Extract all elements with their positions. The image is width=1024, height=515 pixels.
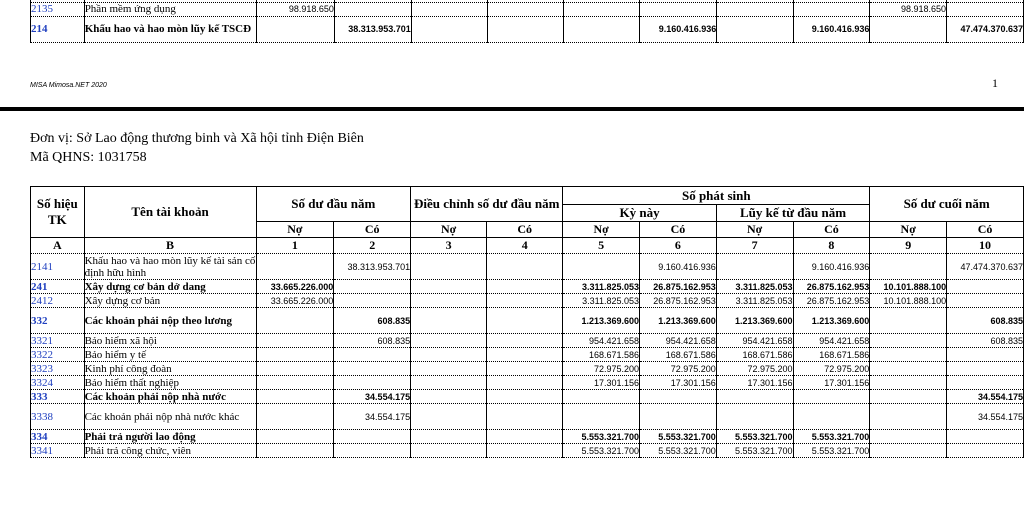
amount-cell [870, 430, 947, 444]
amount-cell [411, 348, 487, 362]
amount-cell [870, 444, 947, 458]
account-name: Bảo hiểm xã hội [84, 334, 256, 348]
previous-page-table-fragment [30, 0, 1024, 43]
table-row [31, 16, 1024, 42]
amount-cell: 608.835 [947, 334, 1024, 348]
amount-cell [947, 2, 1024, 16]
column-index-letter: B [84, 238, 256, 254]
amount-cell [793, 390, 870, 404]
amount-cell [870, 362, 947, 376]
amount-cell: 5.553.321.700 [793, 430, 870, 444]
amount-cell [487, 430, 563, 444]
amount-cell [411, 280, 487, 294]
amount-cell [334, 294, 411, 308]
amount-cell: 33.665.226.000 [256, 294, 334, 308]
amount-cell [256, 254, 334, 280]
amount-cell [870, 404, 947, 430]
amount-cell: 47.474.370.637 [947, 16, 1024, 42]
account-name: Phần mềm ứng dụng [84, 2, 257, 16]
amount-cell [487, 390, 563, 404]
table-row [31, 348, 1024, 362]
account-name: Bảo hiểm thất nghiệp [84, 376, 256, 390]
header-this-period: Kỳ này [563, 205, 717, 222]
account-name: Các khoản phải nộp nhà nước khác [84, 404, 256, 430]
account-code[interactable]: 241 [31, 280, 85, 294]
amount-cell [870, 334, 947, 348]
amount-cell [716, 404, 793, 430]
amount-cell: 34.554.175 [947, 390, 1024, 404]
header-debit: Nợ [716, 222, 793, 238]
amount-cell [411, 376, 487, 390]
table-row [31, 334, 1024, 348]
amount-cell [793, 404, 870, 430]
column-index-number: 7 [716, 238, 793, 254]
amount-cell [487, 376, 563, 390]
amount-cell [411, 2, 487, 16]
amount-cell [563, 404, 640, 430]
amount-cell: 9.160.416.936 [793, 254, 870, 280]
header-credit: Có [334, 222, 411, 238]
amount-cell: 72.975.200 [793, 362, 870, 376]
header-arising: Số phát sinh [563, 187, 870, 205]
amount-cell [256, 444, 334, 458]
table-row [31, 444, 1024, 458]
amount-cell [334, 430, 411, 444]
account-name: Các khoản phải nộp theo lương [84, 308, 256, 334]
amount-cell: 34.554.175 [334, 404, 411, 430]
amount-cell: 3.311.825.053 [716, 294, 793, 308]
amount-cell: 10.101.888.100 [870, 280, 947, 294]
amount-cell: 26.875.162.953 [793, 294, 870, 308]
amount-cell [870, 390, 947, 404]
account-code[interactable]: 3321 [31, 334, 85, 348]
amount-cell: 954.421.658 [563, 334, 640, 348]
amount-cell [487, 444, 563, 458]
table-row [31, 404, 1024, 430]
header-debit: Nợ [563, 222, 640, 238]
amount-cell [411, 444, 487, 458]
amount-cell [487, 308, 563, 334]
header-credit: Có [487, 222, 563, 238]
account-code[interactable]: 3323 [31, 362, 85, 376]
amount-cell: 168.671.586 [793, 348, 870, 362]
amount-cell: 608.835 [334, 308, 411, 334]
amount-cell: 34.554.175 [947, 404, 1024, 430]
amount-cell: 17.301.156 [563, 376, 640, 390]
amount-cell: 38.313.953.701 [334, 254, 411, 280]
amount-cell [256, 348, 334, 362]
table-row [31, 254, 1024, 280]
amount-cell [334, 280, 411, 294]
amount-cell [411, 334, 487, 348]
amount-cell: 5.553.321.700 [716, 444, 793, 458]
amount-cell [487, 294, 563, 308]
amount-cell: 3.311.825.053 [563, 294, 640, 308]
table-row [31, 2, 1024, 16]
amount-cell [870, 376, 947, 390]
amount-cell [256, 334, 334, 348]
amount-cell [947, 430, 1024, 444]
column-index-letter: A [31, 238, 85, 254]
amount-cell: 608.835 [947, 308, 1024, 334]
table-row [31, 362, 1024, 376]
amount-cell [947, 348, 1024, 362]
column-index-number: 9 [870, 238, 947, 254]
header-debit: Nợ [256, 222, 334, 238]
account-name: Khấu hao và hao mòn lũy kế tài sản cố định hữu hình [84, 254, 256, 279]
amount-cell [487, 348, 563, 362]
amount-cell: 1.213.369.600 [563, 308, 640, 334]
amount-cell: 1.213.369.600 [793, 308, 870, 334]
page-number: 1 [992, 76, 998, 90]
amount-cell [564, 2, 640, 16]
amount-cell: 10.101.888.100 [870, 294, 947, 308]
amount-cell: 608.835 [334, 334, 411, 348]
amount-cell [256, 376, 334, 390]
amount-cell [411, 16, 487, 42]
amount-cell [640, 390, 717, 404]
amount-cell [488, 2, 564, 16]
account-name: Khấu hao và hao mòn lũy kế TSCĐ [84, 16, 257, 42]
amount-cell [411, 430, 487, 444]
amount-cell: 72.975.200 [640, 362, 717, 376]
amount-cell: 5.553.321.700 [563, 430, 640, 444]
account-name: Xây dựng cơ bản [84, 294, 256, 308]
amount-cell [487, 254, 563, 280]
amount-cell [870, 348, 947, 362]
header-closing: Số dư cuối năm [870, 187, 1024, 222]
amount-cell [411, 254, 487, 280]
column-index-number: 6 [640, 238, 717, 254]
account-name: Xây dựng cơ bản dở dang [84, 280, 256, 294]
header-debit: Nợ [411, 222, 487, 238]
table-row [31, 280, 1024, 294]
table-row [31, 376, 1024, 390]
amount-cell: 9.160.416.936 [640, 16, 717, 42]
account-code[interactable]: 332 [31, 308, 85, 334]
amount-cell: 72.975.200 [563, 362, 640, 376]
column-index-number: 10 [947, 238, 1024, 254]
amount-cell: 3.311.825.053 [716, 280, 793, 294]
amount-cell [411, 308, 487, 334]
account-code[interactable]: 2141 [31, 254, 85, 280]
column-index-number: 5 [563, 238, 640, 254]
amount-cell [947, 294, 1024, 308]
amount-cell: 26.875.162.953 [793, 280, 870, 294]
amount-cell: 5.553.321.700 [640, 444, 717, 458]
amount-cell [717, 16, 793, 42]
amount-cell [487, 362, 563, 376]
amount-cell [411, 362, 487, 376]
header-account-name: Tên tài khoản [84, 187, 256, 238]
account-name: Phải trả công chức, viên [84, 444, 256, 458]
amount-cell: 98.918.650 [257, 2, 335, 16]
amount-cell [947, 376, 1024, 390]
account-code[interactable]: 3322 [31, 348, 85, 362]
amount-cell [256, 362, 334, 376]
amount-cell: 26.875.162.953 [640, 294, 717, 308]
amount-cell [716, 390, 793, 404]
account-code[interactable]: 214 [31, 16, 85, 42]
amount-cell [640, 404, 717, 430]
header-credit: Có [947, 222, 1024, 238]
amount-cell: 47.474.370.637 [947, 254, 1024, 280]
amount-cell [334, 348, 411, 362]
page-break-line [0, 107, 1024, 111]
amount-cell [717, 2, 793, 16]
column-index-number: 8 [793, 238, 870, 254]
amount-cell [257, 16, 335, 42]
account-code[interactable]: 333 [31, 390, 85, 404]
amount-cell [716, 254, 793, 280]
amount-cell [947, 280, 1024, 294]
amount-cell [947, 444, 1024, 458]
header-adjust: Điều chỉnh số dư đầu năm [411, 187, 563, 222]
amount-cell [793, 2, 870, 16]
header-account-code: Số hiệu TK [31, 187, 85, 238]
amount-cell [256, 308, 334, 334]
amount-cell: 38.313.953.701 [334, 16, 411, 42]
amount-cell: 9.160.416.936 [793, 16, 870, 42]
amount-cell: 168.671.586 [563, 348, 640, 362]
software-footer: MISA Mimosa.NET 2020 [30, 82, 107, 89]
qhns-line: Mã QHNS: 1031758 [30, 150, 147, 165]
amount-cell: 5.553.321.700 [640, 430, 717, 444]
balance-table [30, 186, 1024, 458]
account-name: Bảo hiểm y tế [84, 348, 256, 362]
header-ytd: Lũy kế từ đầu năm [716, 205, 870, 222]
amount-cell [411, 294, 487, 308]
amount-cell: 5.553.321.700 [793, 444, 870, 458]
amount-cell [334, 362, 411, 376]
account-code[interactable]: 3341 [31, 444, 85, 458]
account-code[interactable]: 3338 [31, 404, 85, 430]
amount-cell: 34.554.175 [334, 390, 411, 404]
column-index-number: 2 [334, 238, 411, 254]
amount-cell: 72.975.200 [716, 362, 793, 376]
table-row [31, 430, 1024, 444]
header-credit: Có [793, 222, 870, 238]
amount-cell: 3.311.825.053 [563, 280, 640, 294]
account-code[interactable]: 2135 [31, 2, 85, 16]
amount-cell [640, 2, 717, 16]
amount-cell: 168.671.586 [640, 348, 717, 362]
account-code[interactable]: 2412 [31, 294, 85, 308]
column-index-number: 3 [411, 238, 487, 254]
unit-line: Đơn vị: Sở Lao động thương binh và Xã hội tỉnh Điện Biên [30, 131, 364, 146]
amount-cell [487, 404, 563, 430]
column-index-number: 1 [256, 238, 334, 254]
amount-cell [487, 280, 563, 294]
amount-cell [563, 390, 640, 404]
amount-cell: 954.421.658 [793, 334, 870, 348]
amount-cell [870, 308, 947, 334]
amount-cell: 5.553.321.700 [563, 444, 640, 458]
amount-cell [256, 390, 334, 404]
amount-cell: 33.665.226.000 [256, 280, 334, 294]
amount-cell [256, 404, 334, 430]
account-name: Phải trả người lao động [84, 430, 256, 444]
amount-cell: 954.421.658 [716, 334, 793, 348]
amount-cell [870, 254, 947, 280]
amount-cell: 1.213.369.600 [716, 308, 793, 334]
amount-cell: 98.918.650 [870, 2, 947, 16]
account-code[interactable]: 334 [31, 430, 85, 444]
amount-cell: 168.671.586 [716, 348, 793, 362]
account-code[interactable]: 3324 [31, 376, 85, 390]
amount-cell [563, 254, 640, 280]
header-opening: Số dư đầu năm [256, 187, 411, 222]
amount-cell [256, 430, 334, 444]
amount-cell [411, 390, 487, 404]
table-row [31, 308, 1024, 334]
amount-cell: 17.301.156 [716, 376, 793, 390]
amount-cell [870, 16, 947, 42]
amount-cell: 5.553.321.700 [716, 430, 793, 444]
amount-cell [334, 444, 411, 458]
column-index-number: 4 [487, 238, 563, 254]
amount-cell [411, 404, 487, 430]
table-row [31, 294, 1024, 308]
table-row [31, 390, 1024, 404]
amount-cell: 9.160.416.936 [640, 254, 717, 280]
amount-cell [947, 362, 1024, 376]
amount-cell [334, 2, 411, 16]
account-name: Các khoản phải nộp nhà nước [84, 390, 256, 404]
amount-cell [487, 334, 563, 348]
amount-cell [334, 376, 411, 390]
header-credit: Có [640, 222, 717, 238]
amount-cell: 17.301.156 [793, 376, 870, 390]
amount-cell: 26.875.162.953 [640, 280, 717, 294]
amount-cell [488, 16, 564, 42]
amount-cell [564, 16, 640, 42]
header-debit: Nợ [870, 222, 947, 238]
amount-cell: 954.421.658 [640, 334, 717, 348]
amount-cell: 17.301.156 [640, 376, 717, 390]
account-name: Kinh phí công đoàn [84, 362, 256, 376]
amount-cell: 1.213.369.600 [640, 308, 717, 334]
